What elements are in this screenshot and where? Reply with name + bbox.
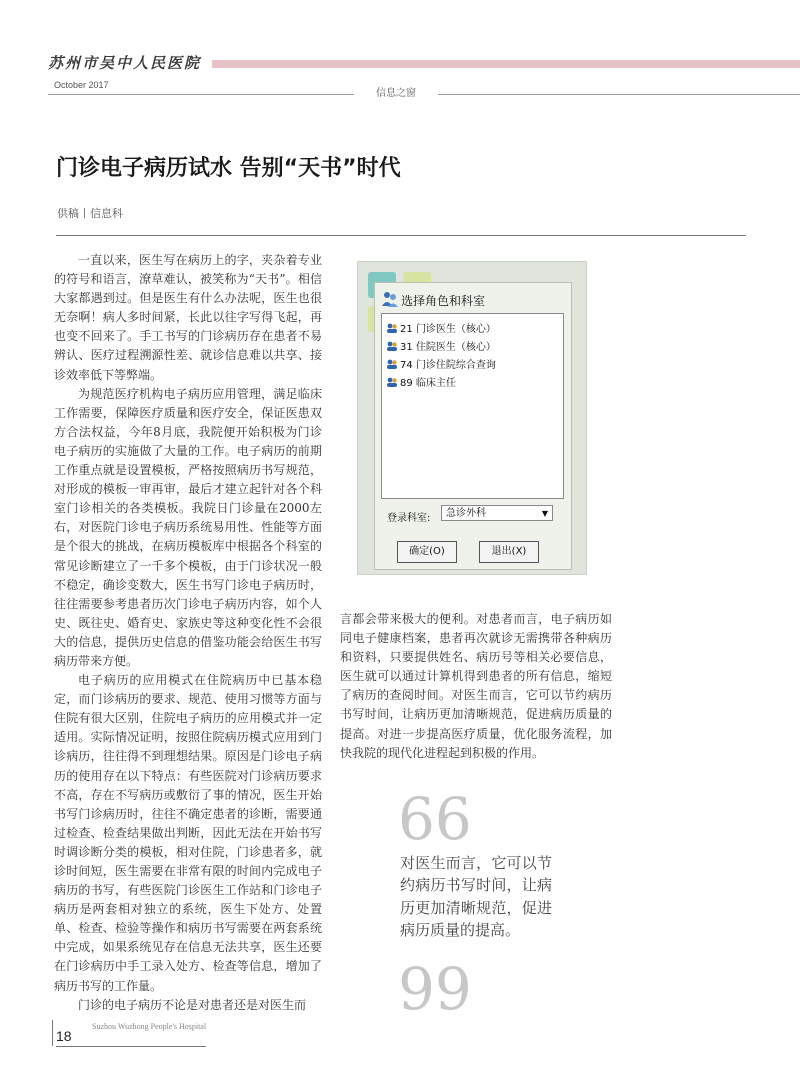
role-item[interactable] xyxy=(386,320,496,335)
title-rule xyxy=(56,235,746,236)
role-label: 74 门诊住院综合查询 xyxy=(400,360,496,371)
paragraph: 电子病历的应用模式在住院病历中已基本稳定，而门诊病历的要求、规范、使用习惯等方面与住院有很大区别，住院电子病历的应用模式并一定适用。实际情况证明，按照住院病历模式应用到门诊病历，往往得不到理想结果。原因是门诊电子病历的使用存在以下特点：有些医院对门诊病历要求不高，存在不写病历或敷衍了事的情况，医生开始书写门诊病历时，往往不确定患者的诊断，需要通过检查、检查结果做出判断，因此无法在开始书写时调诊断分类的模板，相对住院，门诊患者多，就诊时间短，医生需要在非常有限的时间内完成电子病历的书写，有些医院门诊医生工作站和门诊电子病历是两套相对独立的系统，医生下处方、处置单、检查、检验等操作和病历书写需要在两套系统中完成，如果系统见存在信息无法共享，医生还要在门诊病历中手工录入处方、检查等信息，增加了病历书写的工作量。 xyxy=(54,673,322,993)
page-number: 18 xyxy=(56,1028,72,1044)
system-screenshot xyxy=(357,261,587,575)
issue-date: October 2017 xyxy=(54,80,109,90)
footer-tick xyxy=(52,1020,53,1046)
role-item[interactable] xyxy=(386,356,496,371)
role-item[interactable] xyxy=(386,374,456,389)
article-title: 门诊电子病历试水 告别“天书”时代 xyxy=(56,156,401,181)
right-column xyxy=(340,610,612,763)
dept-value: 急诊外科 xyxy=(446,508,486,519)
role-dialog xyxy=(374,282,572,570)
paragraph: 为规范医疗机构电子病历应用管理，满足临床工作需要，保障医疗质量和医疗安全，保证医患双方合法权益，今年8月底，我院便开始积极为门诊电子病历的实施做了大量的工作。电子病历的前期工作重点就是设置模板，严格按照病历书写规范，对形成的模板一审再审，最后才建立起针对各个科室门诊相关的各类模板。我院日门诊量在2000左右，对医院门诊电子病历系统易用性、性能等方面是个很大的挑战，在病历模板库中根据各个科室的常见诊断建立了一千多个模板，由于门诊状况一般不稳定，确诊变数大，医生书写门诊电子病历时，往往需要参考患者历次门诊电子病历内容，如个人史、既往史、婚育史、家族史等这种变化性不会很大的信息，提供历史信息的借鉴功能会给医生书写病历带来方便。 xyxy=(54,386,322,668)
dept-select[interactable] xyxy=(441,505,553,521)
role-item[interactable] xyxy=(386,338,496,353)
paragraph: 言都会带来极大的便利。对患者而言，电子病历如同电子健康档案，患者再次就诊无需携带各种病历和资料，只要提供姓名、病历号等相关必要信息，医生就可以通过计算机得到患者的所有信息，缩短了病历的查阅时间。对医生而言，它可以节约病历书写时间，让病历更加清晰规范，促进病历质量的提高。对进一步提高医疗质量，优化服务流程，加快我院的现代化进程起到积极的作用。 xyxy=(340,612,612,760)
dialog-title: 选择角色和科室 xyxy=(401,294,486,308)
exit-button[interactable]: 退出(X) xyxy=(479,541,539,563)
user-icon xyxy=(386,323,398,333)
header-rule-right xyxy=(438,94,800,95)
user-icon xyxy=(386,359,398,369)
confirm-button[interactable]: 确定(O) xyxy=(397,541,457,563)
section-name: 信息之窗 xyxy=(376,88,416,99)
footer-hospital-name: Suzhou Wuzhong People's Hospital xyxy=(92,1022,207,1031)
users-icon xyxy=(381,290,399,308)
pull-quote: 对医生而言，它可以节约病历书写时间，让病历更加清晰规范，促进病历质量的提高。 xyxy=(400,854,552,940)
role-label: 21 门诊医生（核心） xyxy=(400,324,496,335)
quote-open-mark: 66 xyxy=(398,785,472,853)
role-list[interactable] xyxy=(381,313,564,499)
header-accent-bar xyxy=(212,60,800,68)
user-icon xyxy=(386,341,398,351)
quote-close-mark: 99 xyxy=(398,955,472,1023)
role-label: 31 住院医生（核心） xyxy=(400,342,496,353)
header-rule-left xyxy=(48,94,354,95)
paragraph: 门诊的电子病历不论是对患者还是对医生而 xyxy=(78,997,307,1012)
footer-rule xyxy=(56,1046,206,1047)
role-label: 89 临床主任 xyxy=(400,378,456,389)
hospital-logo: 苏州市吴中人民医院 xyxy=(48,54,202,72)
dept-label: 登录科室: xyxy=(387,513,431,524)
chevron-down-icon: ▼ xyxy=(541,509,548,518)
article-byline: 供稿丨信息科 xyxy=(57,207,123,220)
user-icon xyxy=(386,377,398,387)
left-column xyxy=(54,251,322,1015)
paragraph: 一直以来，医生写在病历上的字，夹杂着专业的符号和语言，潦草难认，被笑称为“天书”。相信大家都遇到过。但是医生有什么办法呢，医生也很无奈啊！病人多时间紧，长此以往字写得飞起，再也变不回来了。手工书写的门诊病历存在患者不易辨认、医疗过程溯源性差、就诊信息难以共享、接诊效率低下等弊端。 xyxy=(54,253,322,382)
